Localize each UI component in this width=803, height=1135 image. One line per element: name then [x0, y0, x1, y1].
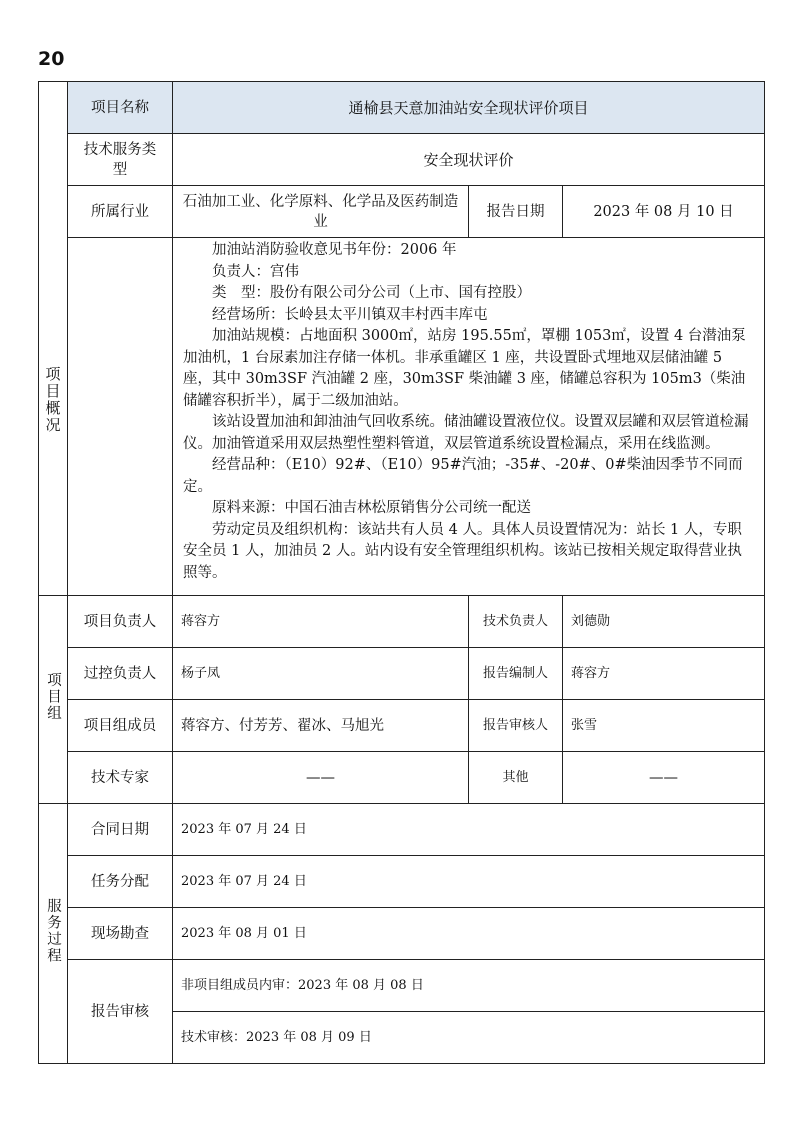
team-section-text: 项目组 — [45, 671, 61, 722]
team-label: 项目负责人 — [68, 596, 173, 648]
overview-content — [173, 238, 765, 596]
report-review-label: 报告审核 — [68, 960, 173, 1064]
team-right-value: 张雪 — [563, 700, 765, 752]
team-label: 技术专家 — [68, 752, 173, 804]
team-value: 杨子凤 — [173, 648, 469, 700]
overview-paragraph: 类 型：股份有限公司分公司（上市、国有控股） — [212, 285, 531, 301]
team-right-value: 刘德勋 — [563, 596, 765, 648]
site-survey-label: 现场勘查 — [68, 908, 173, 960]
overview-section-text: 项目概况 — [43, 366, 62, 434]
overview-paragraph: 劳动定员及组织机构：该站共有人员 4 人。具体人员设置情况为：站长 1 人，专职安全员 1 人，加油员 2 人。站内设有安全管理组织机构。该站已按相关规定取得营业执照等。 — [183, 521, 742, 581]
team-section-label — [39, 596, 68, 804]
service-type-value: 安全现状评价 — [173, 134, 765, 186]
tech-review-value: 技术审核：2023 年 08 月 09 日 — [173, 1012, 765, 1064]
overview-paragraph: 经营品种：（E10）92#、（E10）95#汽油；-35#、-20#、0#柴油因季节不同而定。 — [183, 457, 743, 495]
team-right-value: —— — [563, 752, 765, 804]
task-assign-label: 任务分配 — [68, 856, 173, 908]
overview-section-label — [39, 250, 67, 550]
report-date-value: 2023 年 08 月 10 日 — [563, 186, 765, 238]
process-section-text: 服务过程 — [45, 897, 61, 964]
team-label: 过控负责人 — [68, 648, 173, 700]
project-name-label: 项目名称 — [68, 82, 173, 134]
overview-paragraph: 经营场所：长岭县太平川镇双丰村西丰库屯 — [212, 306, 488, 323]
overview-paragraph: 原料来源：中国石油吉林松原销售分公司统一配送 — [212, 500, 531, 516]
overview-paragraph: 加油站消防验收意见书年份：2006 年 — [212, 242, 457, 258]
task-assign-value: 2023 年 07 月 24 日 — [173, 856, 765, 908]
team-label: 项目组成员 — [68, 700, 173, 752]
overview-paragraph: 加油站规模：占地面积 3000㎡，站房 195.55㎡，罩棚 1053㎡，设置 4 台潜油泵加油机，1 台尿素加注存储一体机。非承重罐区 1 座，共设置卧式埋地双层储油罐 5 座，其中 30m3SF 汽油罐 2 座，30m3SF 柴油罐 3 座，储罐总容积为 105m3（柴油储罐容积折半），属于二级加油站。 — [183, 328, 746, 409]
team-right-label: 技术负责人 — [469, 596, 563, 648]
project-name-value: 通榆县天意加油站安全现状评价项目 — [173, 82, 765, 134]
service-type-label: 技术服务类型 — [68, 134, 173, 186]
site-survey-value: 2023 年 08 月 01 日 — [173, 908, 765, 960]
overview-label-spacer — [68, 238, 173, 596]
team-value: 蒋容方 — [173, 596, 469, 648]
internal-review-value: 非项目组成员内审：2023 年 08 月 08 日 — [173, 960, 765, 1012]
team-value: 蒋容方、付芳芳、翟冰、马旭光 — [173, 700, 469, 752]
process-section-label — [39, 804, 68, 1064]
overview-paragraph: 该站设置加油和卸油油气回收系统。储油罐设置液位仪。设置双层罐和双层管道检漏仪。加油管道采用双层热塑性塑料管道，双层管道系统设置检漏点，采用在线监测。 — [183, 414, 749, 452]
team-right-label: 其他 — [469, 752, 563, 804]
overview-paragraph: 负责人：宫伟 — [212, 263, 299, 280]
project-info-table — [38, 81, 765, 1064]
contract-date-label: 合同日期 — [68, 804, 173, 856]
page-number: 20 — [38, 48, 65, 70]
industry-label: 所属行业 — [68, 186, 173, 238]
team-right-label: 报告编制人 — [469, 648, 563, 700]
team-right-value: 蒋容方 — [563, 648, 765, 700]
contract-date-value: 2023 年 07 月 24 日 — [173, 804, 765, 856]
report-date-label: 报告日期 — [469, 186, 563, 238]
team-right-label: 报告审核人 — [469, 700, 563, 752]
industry-value: 石油加工业、化学原料、化学品及医药制造业 — [173, 186, 469, 238]
team-value: —— — [173, 752, 469, 804]
